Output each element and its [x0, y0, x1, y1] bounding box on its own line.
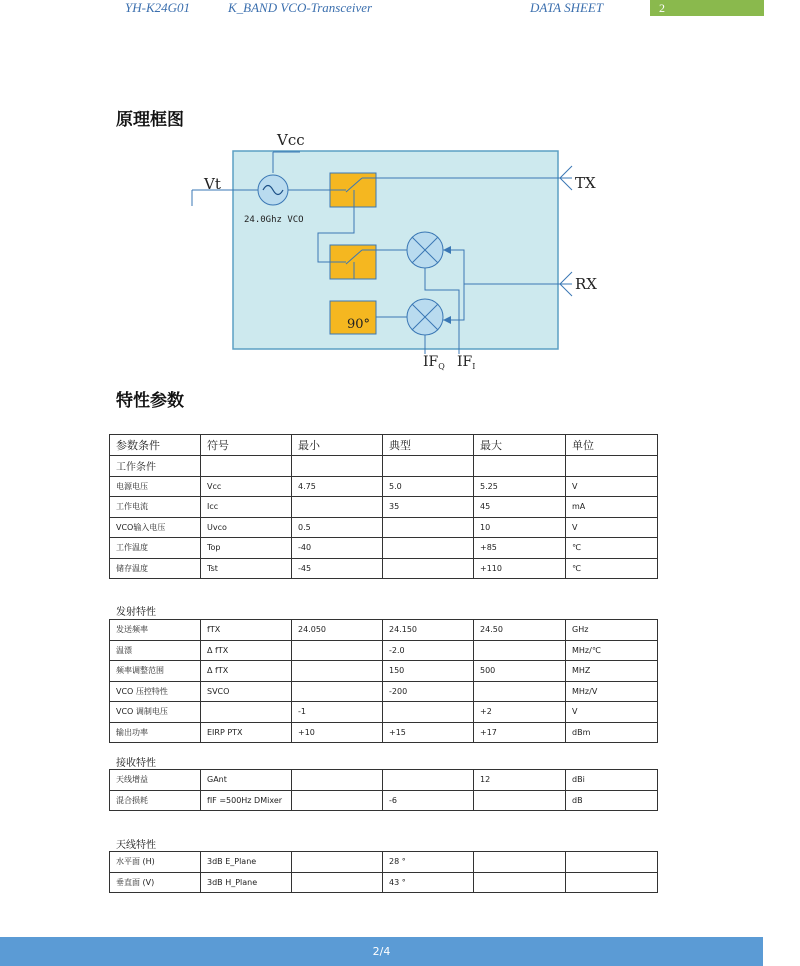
- table-row: [110, 681, 658, 702]
- table-cell: 电源电压: [110, 476, 201, 497]
- ifq-label: $IF_Q$: [423, 354, 445, 371]
- table-cell: fIF =500Hz DMixer: [201, 790, 292, 811]
- table-row: [110, 456, 658, 477]
- table-cell: 3dB E_Plane: [201, 852, 292, 873]
- table-operating-conditions: [109, 434, 658, 579]
- table-header-row: [110, 435, 658, 456]
- vt-label: Vt: [204, 175, 221, 193]
- header-cell: 单位: [566, 435, 658, 456]
- table-cell: [474, 681, 566, 702]
- table-cell: [566, 456, 658, 477]
- table-row: [110, 517, 658, 538]
- table-cell: -6: [383, 790, 474, 811]
- table-cell: [474, 872, 566, 893]
- table-cell: [474, 640, 566, 661]
- table-cell: +2: [474, 702, 566, 723]
- table-cell: 垂直面 (V): [110, 872, 201, 893]
- table-cell: MHZ: [566, 661, 658, 682]
- table-cell: GHz: [566, 620, 658, 641]
- header-page-number: 2: [650, 0, 764, 16]
- table-cell: Tst: [201, 558, 292, 579]
- table-row: [110, 538, 658, 559]
- table-row: [110, 702, 658, 723]
- table-cell: 24.150: [383, 620, 474, 641]
- table-cell: +15: [383, 722, 474, 743]
- table-cell: 24.050: [292, 620, 383, 641]
- table-cell: +110: [474, 558, 566, 579]
- table-row: [110, 620, 658, 641]
- table-cell: [292, 456, 383, 477]
- table-cell: [566, 852, 658, 873]
- table-cell: V: [566, 476, 658, 497]
- table-cell: 0.5: [292, 517, 383, 538]
- table-cell: [474, 852, 566, 873]
- table-cell: [383, 702, 474, 723]
- tx-label: TX: [575, 174, 596, 192]
- table-cell: 天线增益: [110, 770, 201, 791]
- table-cell: [292, 770, 383, 791]
- table-cell: 工作温度: [110, 538, 201, 559]
- table-cell: VCO 压控特性: [110, 681, 201, 702]
- table-cell: 混合损耗: [110, 790, 201, 811]
- header-cell: 符号: [201, 435, 292, 456]
- table-cell: 24.50: [474, 620, 566, 641]
- table-cell: Vcc: [201, 476, 292, 497]
- table-cell: Δ fTX: [201, 640, 292, 661]
- header-product: K_BAND VCO-Transceiver: [228, 0, 373, 15]
- table-rx-characteristics: [109, 769, 658, 811]
- table-cell: 工作条件: [110, 456, 201, 477]
- table-cell: 输出功率: [110, 722, 201, 743]
- table-cell: 3dB H_Plane: [201, 872, 292, 893]
- table-cell: [292, 497, 383, 518]
- table-cell: 水平面 (H): [110, 852, 201, 873]
- table-cell: 12: [474, 770, 566, 791]
- header-cell: 最小: [292, 435, 383, 456]
- table-row: [110, 722, 658, 743]
- header-cell: 最大: [474, 435, 566, 456]
- table-cell: dB: [566, 790, 658, 811]
- table-cell: [292, 852, 383, 873]
- table-cell: V: [566, 517, 658, 538]
- table-row: [110, 872, 658, 893]
- table-cell: ℃: [566, 558, 658, 579]
- table-row: [110, 476, 658, 497]
- table-cell: [201, 456, 292, 477]
- table-row: [110, 640, 658, 661]
- table-cell: 温漂: [110, 640, 201, 661]
- table-cell: 45: [474, 497, 566, 518]
- table-row: [110, 661, 658, 682]
- table-cell: [383, 770, 474, 791]
- subtitle-antenna-characteristics: 天线特性: [116, 840, 156, 851]
- section-title-block-diagram: 原理框图: [116, 110, 184, 130]
- subtitle-tx-characteristics: 发射特性: [116, 607, 156, 618]
- table-row: [110, 852, 658, 873]
- table-cell: dBm: [566, 722, 658, 743]
- rx-label: RX: [575, 275, 597, 293]
- table-cell: [383, 538, 474, 559]
- table-cell: [292, 872, 383, 893]
- table-antenna-characteristics: [109, 851, 658, 893]
- table-cell: GAnt: [201, 770, 292, 791]
- table-cell: 10: [474, 517, 566, 538]
- table-cell: -40: [292, 538, 383, 559]
- table-cell: +17: [474, 722, 566, 743]
- table-cell: 28 °: [383, 852, 474, 873]
- table-cell: Uvco: [201, 517, 292, 538]
- table-cell: 发送频率: [110, 620, 201, 641]
- table-cell: -200: [383, 681, 474, 702]
- table-row: [110, 790, 658, 811]
- table-cell: [383, 558, 474, 579]
- table-cell: 43 °: [383, 872, 474, 893]
- table-tx-characteristics: [109, 619, 658, 743]
- table-cell: ℃: [566, 538, 658, 559]
- table-cell: [201, 702, 292, 723]
- table-cell: [383, 456, 474, 477]
- table-cell: EIRP PTX: [201, 722, 292, 743]
- table-row: [110, 497, 658, 518]
- table-cell: 5.0: [383, 476, 474, 497]
- table-cell: SVCO: [201, 681, 292, 702]
- table-cell: 5.25: [474, 476, 566, 497]
- table-cell: -45: [292, 558, 383, 579]
- table-cell: [474, 456, 566, 477]
- table-cell: fTX: [201, 620, 292, 641]
- table-cell: 500: [474, 661, 566, 682]
- table-cell: [292, 681, 383, 702]
- table-cell: MHz/℃: [566, 640, 658, 661]
- table-cell: 150: [383, 661, 474, 682]
- header-model: YH-K24G01: [125, 0, 191, 15]
- phase-label: 90°: [347, 317, 371, 332]
- table-cell: +10: [292, 722, 383, 743]
- table-cell: VCO 调制电压: [110, 702, 201, 723]
- table-cell: +85: [474, 538, 566, 559]
- vco-frequency-label: 24.0Ghz VCO: [244, 215, 304, 225]
- ifi-label: $IF_I$: [457, 354, 476, 371]
- table-cell: -1: [292, 702, 383, 723]
- table-row: [110, 770, 658, 791]
- table-cell: [292, 790, 383, 811]
- block-diagram: [0, 0, 800, 400]
- header-cell: 典型: [383, 435, 474, 456]
- footer-page-indicator: 2/4: [0, 937, 763, 966]
- table-cell: [474, 790, 566, 811]
- table-cell: [292, 640, 383, 661]
- table-cell: mA: [566, 497, 658, 518]
- table-cell: Δ fTX: [201, 661, 292, 682]
- table-cell: V: [566, 702, 658, 723]
- vcc-label: Vcc: [277, 131, 305, 149]
- table-cell: 储存温度: [110, 558, 201, 579]
- table-cell: dBi: [566, 770, 658, 791]
- table-row: [110, 558, 658, 579]
- table-cell: Top: [201, 538, 292, 559]
- table-cell: [566, 872, 658, 893]
- table-cell: VCO输入电压: [110, 517, 201, 538]
- table-cell: [383, 517, 474, 538]
- table-cell: MHz/V: [566, 681, 658, 702]
- table-cell: -2.0: [383, 640, 474, 661]
- table-cell: 4.75: [292, 476, 383, 497]
- table-cell: 频率调整范围: [110, 661, 201, 682]
- table-cell: 35: [383, 497, 474, 518]
- table-cell: Icc: [201, 497, 292, 518]
- subtitle-rx-characteristics: 接收特性: [116, 758, 156, 769]
- section-title-characteristics: 特性参数: [116, 391, 184, 411]
- table-cell: [292, 661, 383, 682]
- header-doc-type: DATA SHEET: [530, 0, 604, 15]
- table-cell: 工作电流: [110, 497, 201, 518]
- header-cell: 参数条件: [110, 435, 201, 456]
